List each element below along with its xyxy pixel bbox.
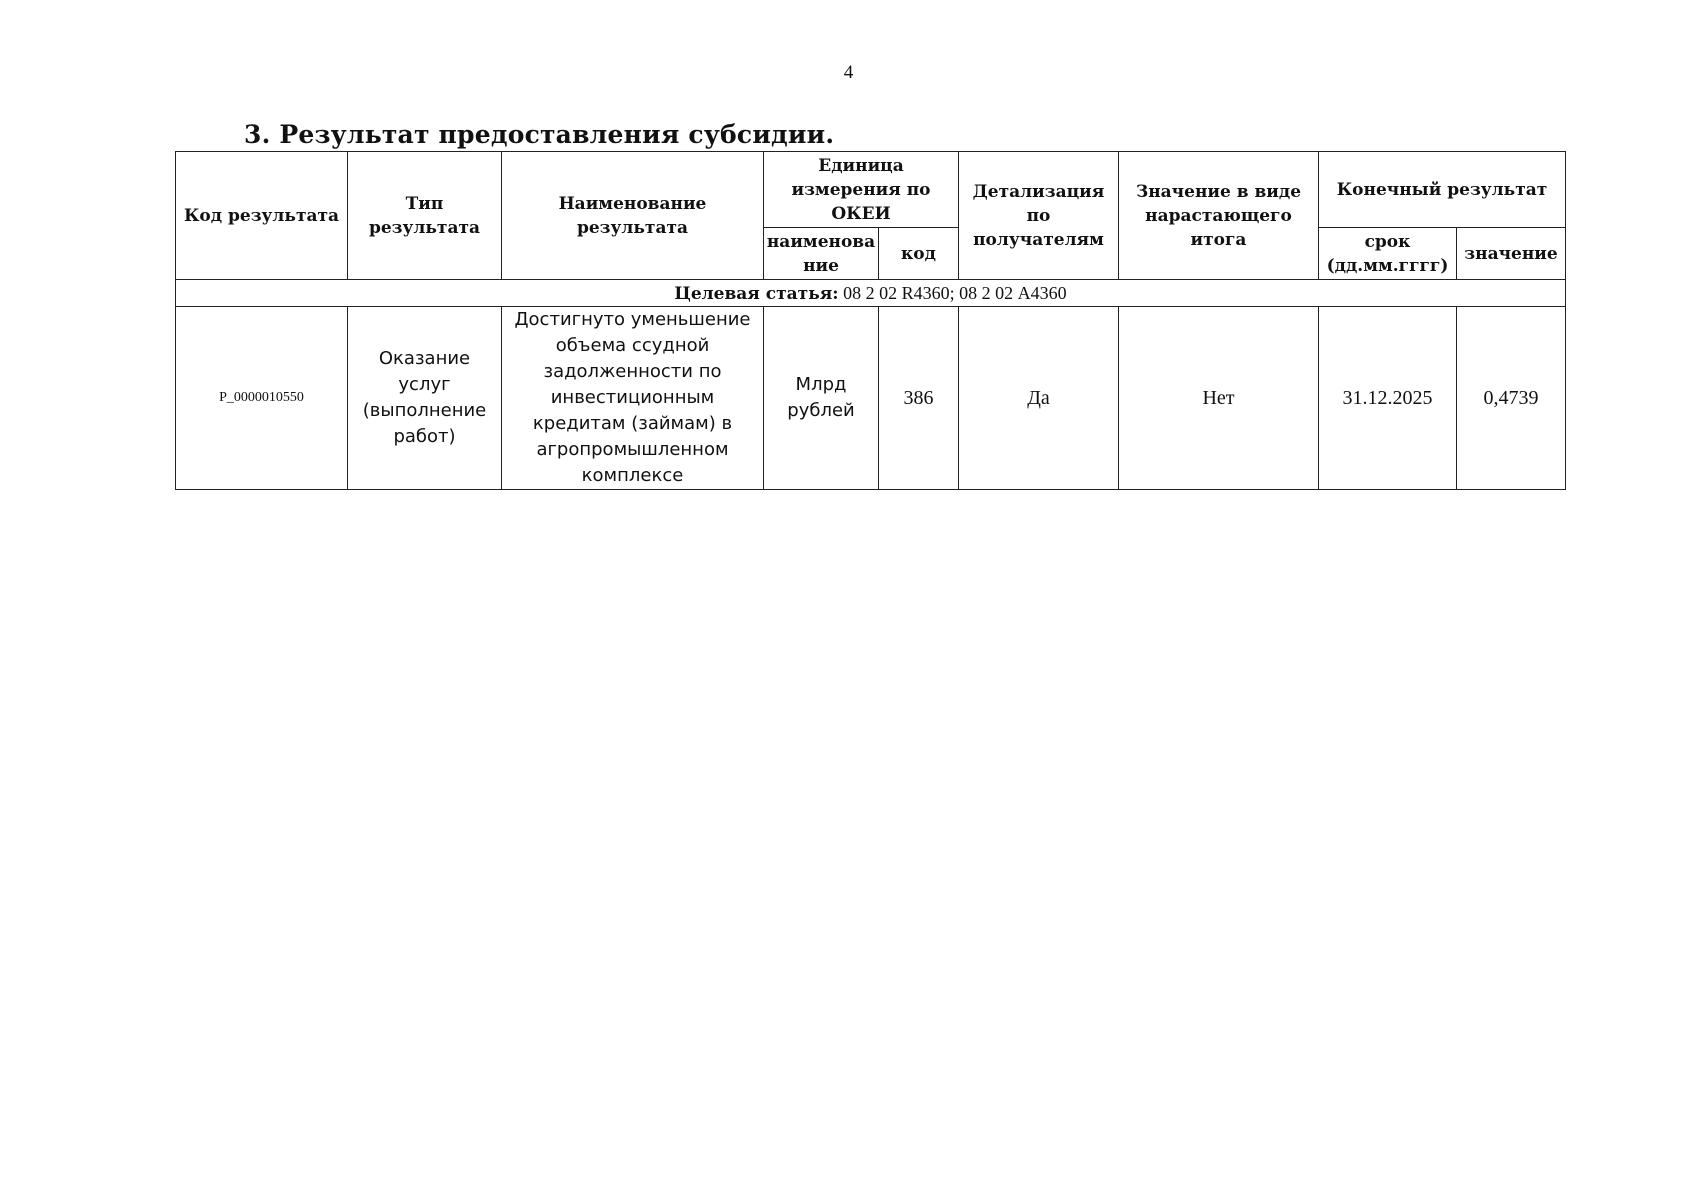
target-article-row <box>176 280 1566 307</box>
header-result-type: Тип результата <box>348 152 502 280</box>
header-deadline: срок (дд.мм.гггг) <box>1319 228 1457 280</box>
header-value: значение <box>1457 228 1566 280</box>
target-article-cell <box>176 280 1566 307</box>
cell-unit-code: 386 <box>879 307 959 490</box>
header-result-code: Код результата <box>176 152 348 280</box>
cell-result-type: Оказание услуг (выполнение работ) <box>348 307 502 490</box>
cell-cumulative-value: Нет <box>1119 307 1319 490</box>
subsidy-result-table <box>175 151 1566 490</box>
cell-result-code: P_0000010550 <box>176 307 348 490</box>
header-unit-group: Единица измерения по ОКЕИ <box>764 152 959 228</box>
section-title: 3. Результат предоставления субсидии. <box>244 120 835 149</box>
header-row-primary <box>176 152 1566 228</box>
header-final-result-group: Конечный результат <box>1319 152 1566 228</box>
page-number: 4 <box>843 62 854 83</box>
cell-result-name: Достигнуто уменьшение объема ссудной задолженности по инвестиционным кредитам (займам) в агропромышленном комплексе <box>502 307 764 490</box>
header-result-name: Наименование результата <box>502 152 764 280</box>
cell-unit-name: Млрд рублей <box>764 307 879 490</box>
header-unit-code: код <box>879 228 959 280</box>
header-cumulative-value: Значение в виде нарастающего итога <box>1119 152 1319 280</box>
table-row <box>176 307 1566 490</box>
cell-value: 0,4739 <box>1457 307 1566 490</box>
cell-detail-by-recipients: Да <box>959 307 1119 490</box>
header-unit-name: наименова ние <box>764 228 879 280</box>
target-article-label: Целевая статья: <box>674 283 839 304</box>
cell-deadline: 31.12.2025 <box>1319 307 1457 490</box>
target-article-value: 08 2 02 R4360; 08 2 02 А4360 <box>843 282 1067 303</box>
header-detail-by-recipients: Детализация по получателям <box>959 152 1119 280</box>
